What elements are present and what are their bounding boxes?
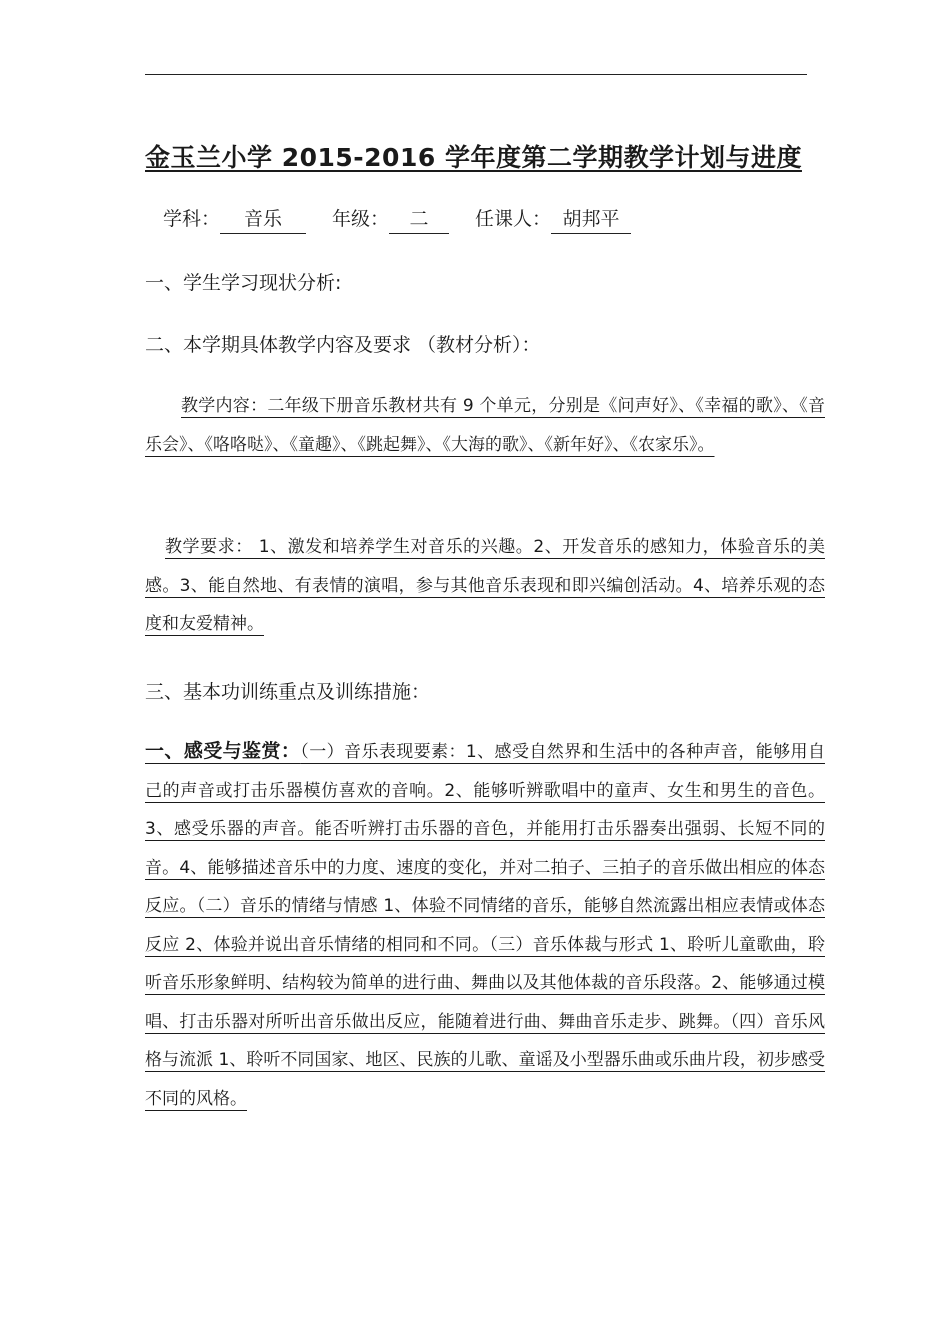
course-info [163,204,631,234]
teaching-content-paragraph: 教学内容：二年级下册音乐教材共有 9 个单元，分别是《问声好》、《幸福的歌》、《音乐会》、《咯咯哒》、《童趣》、《跳起舞》、《大海的歌》、《新年好》、《农家乐》。 [145,396,825,455]
page-title: 金玉兰小学 2015-2016 学年度第二学期教学计划与进度 [145,143,802,172]
grade-value: 二 [389,204,449,234]
subject-value: 音乐 [220,204,306,234]
teacher-label: 任课人： [475,208,552,230]
header-rule [145,74,807,75]
appreciation-body: （一）音乐表现要素：1、感受自然界和生活中的各种声音，能够用自己的声音或打击乐器模仿喜欢的音响。2、能够听辨歌唱中的童声、女生和男生的音色。3、感受乐器的声音。能否听辨打击乐器的音色，并能用打击乐器奏出强弱、长短不同的音。4、能够描述音乐中的力度、速度的变化，并对二拍子、三拍子的音乐做出相应的体态反应。（二）音乐的情绪与情感 1、体验不同情绪的音乐，能够自然流露出相应表情或体态反应 2、体验并说出音乐情绪的相同和不同。（三）音乐体裁与形式 1、聆听儿童歌曲，聆听音乐形象鲜明、结构较为简单的进行曲、舞曲以及其他体裁的音乐段落。2、能够通过模唱、打击乐器对所听出音乐做出反应，能随着进行曲、舞曲音乐走步、跳舞。（四）音乐风格与流派 1、聆听不同国家、地区、民族的儿歌、童谣及小型器乐曲或乐曲片段，初步感受不同的风格。 [145,742,825,1109]
appreciation-heading: 一、感受与鉴赏： [145,740,301,762]
appreciation-paragraph [145,732,825,1118]
teacher-value: 胡邦平 [551,204,631,234]
section-1-heading: 一、学生学习现状分析: [145,272,342,294]
section-3-heading: 三、基本功训练重点及训练措施： [145,681,431,703]
section-2-heading: 二、本学期具体教学内容及要求 （教材分析）： [145,334,541,356]
grade-label: 年级： [332,208,390,230]
subject-label: 学科： [163,208,221,230]
teaching-requirements-paragraph: 教学要求： 1、激发和培养学生对音乐的兴趣。2、开发音乐的感知力，体验音乐的美感。3、能自然地、有表情的演唱，参与其他音乐表现和即兴编创活动。4、培养乐观的态度和友爱精神。 [145,537,825,634]
